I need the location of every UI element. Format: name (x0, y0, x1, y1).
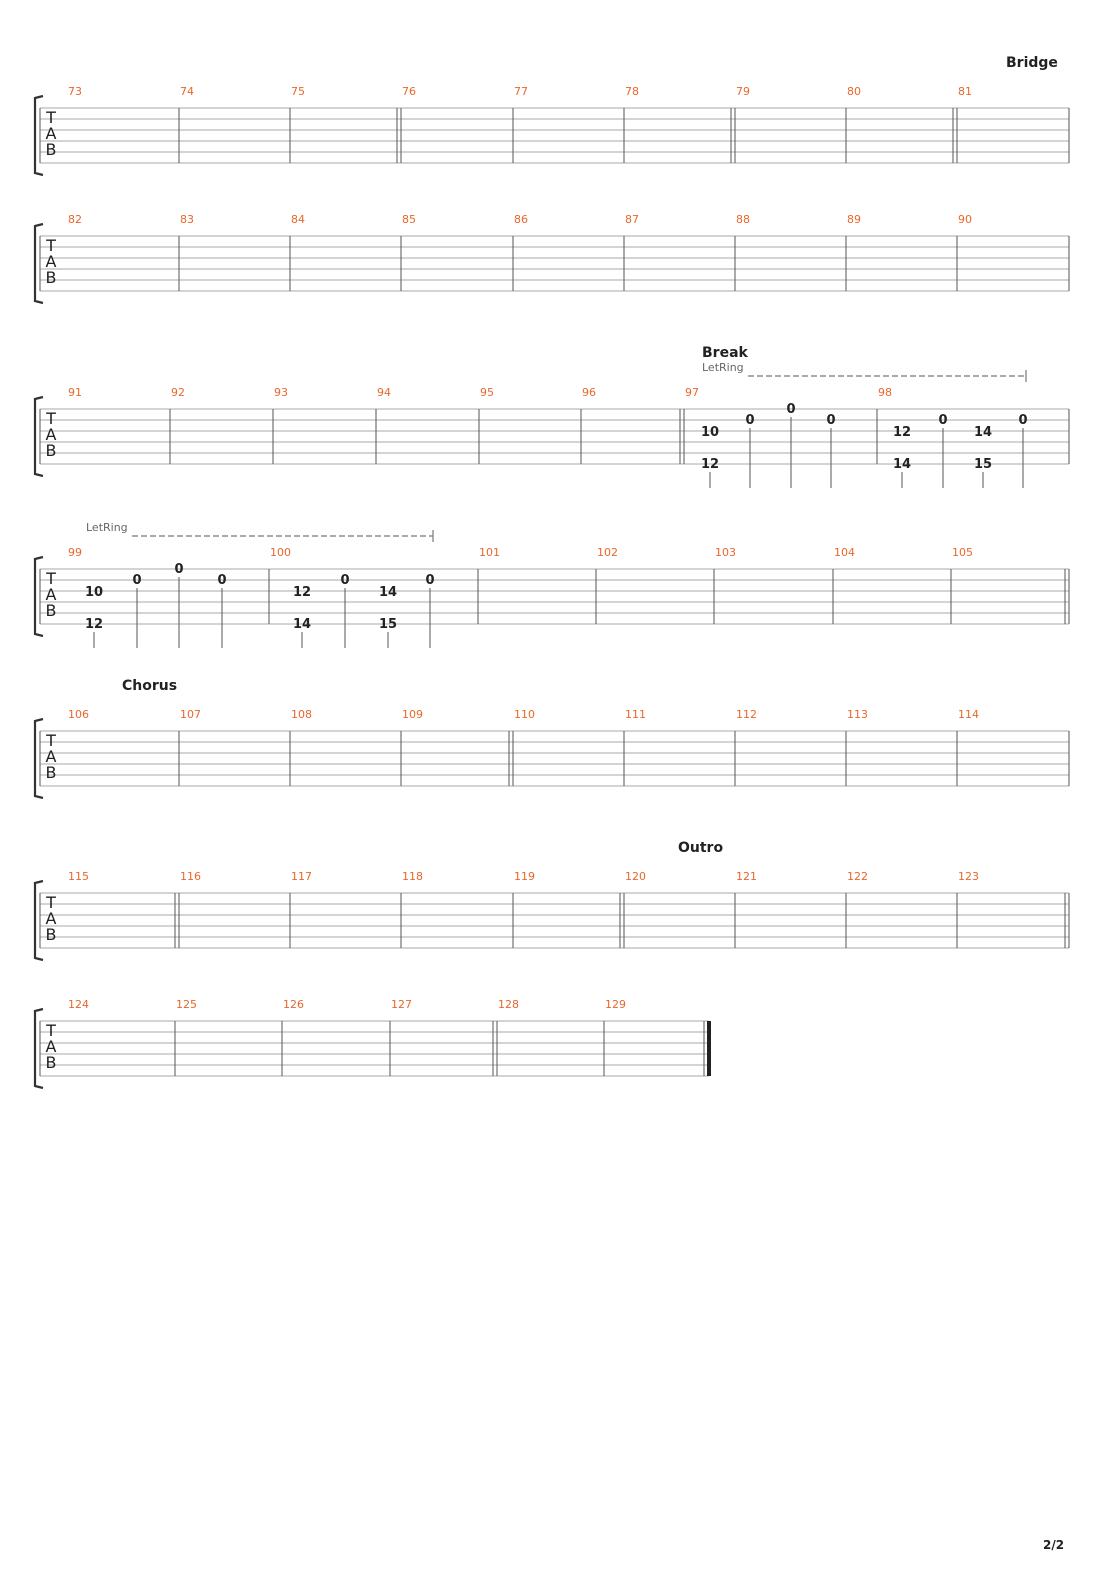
bar-number: 116 (180, 870, 201, 883)
fret-number: 0 (217, 573, 227, 588)
tab-clef-letter: B (45, 441, 57, 460)
fret-number: 15 (378, 617, 398, 632)
fret-number: 14 (892, 457, 912, 472)
tab-clef-letter: B (45, 268, 57, 287)
bar-number: 87 (625, 213, 639, 226)
bar-number: 113 (847, 708, 868, 721)
bar-number: 73 (68, 85, 82, 98)
section-label: Bridge (1006, 55, 1058, 71)
bar-number: 115 (68, 870, 89, 883)
section-label: Chorus (122, 678, 178, 694)
bar-number: 83 (180, 213, 194, 226)
bar-number: 108 (291, 708, 312, 721)
staff-system (35, 840, 1069, 960)
fret-number: 0 (938, 413, 948, 428)
bar-number: 78 (625, 85, 639, 98)
bar-number: 101 (479, 546, 500, 559)
bar-number: 107 (180, 708, 201, 721)
tab-clef-letter: B (45, 1053, 57, 1072)
staff-system (35, 213, 1069, 303)
tab-clef-letter: T (46, 893, 56, 912)
bar-number: 94 (377, 386, 391, 399)
section-label: Outro (678, 840, 724, 856)
bar-number: 114 (958, 708, 979, 721)
fret-number: 12 (892, 425, 912, 440)
bar-number: 125 (176, 998, 197, 1011)
bar-number: 110 (514, 708, 535, 721)
bar-number: 102 (597, 546, 618, 559)
tab-clef-letter: A (45, 124, 57, 143)
bar-number: 105 (952, 546, 973, 559)
bar-number: 99 (68, 546, 82, 559)
tab-clef-letter: B (45, 601, 57, 620)
section-label: Break (702, 345, 748, 361)
staff-system (35, 678, 1069, 798)
bar-number: 81 (958, 85, 972, 98)
fret-number: 0 (174, 562, 184, 577)
tab-clef-letter: A (45, 747, 57, 766)
bar-number: 111 (625, 708, 646, 721)
bar-number: 106 (68, 708, 89, 721)
bar-number: 85 (402, 213, 416, 226)
fret-number: 14 (292, 617, 312, 632)
fret-number: 0 (1018, 413, 1028, 428)
bar-number: 89 (847, 213, 861, 226)
bar-number: 90 (958, 213, 972, 226)
tab-clef-letter: A (45, 585, 57, 604)
fret-number: 10 (700, 425, 720, 440)
tab-clef-letter: T (46, 236, 56, 255)
fret-number: 0 (340, 573, 350, 588)
fret-number: 0 (826, 413, 836, 428)
staff-system (35, 345, 1069, 488)
bar-number: 97 (685, 386, 699, 399)
bar-number: 123 (958, 870, 979, 883)
tab-clef-letter: A (45, 1037, 57, 1056)
bar-number: 117 (291, 870, 312, 883)
fret-number: 0 (425, 573, 435, 588)
fret-number: 10 (84, 585, 104, 600)
bar-number: 119 (514, 870, 535, 883)
bar-number: 96 (582, 386, 596, 399)
tab-clef-letter: T (46, 409, 56, 428)
staff-system (35, 521, 1069, 648)
bar-number: 76 (402, 85, 416, 98)
bar-number: 112 (736, 708, 757, 721)
letring-label: LetRing (702, 361, 744, 374)
bar-number: 100 (270, 546, 291, 559)
letring-label: LetRing (86, 521, 128, 534)
tab-clef-letter: T (46, 731, 56, 750)
bar-number: 120 (625, 870, 646, 883)
bar-number: 74 (180, 85, 194, 98)
tab-clef-letter: A (45, 252, 57, 271)
fret-number: 0 (786, 402, 796, 417)
bar-number: 126 (283, 998, 304, 1011)
bar-number: 93 (274, 386, 288, 399)
tab-clef-letter: B (45, 140, 57, 159)
bar-number: 104 (834, 546, 855, 559)
fret-number: 0 (745, 413, 755, 428)
staff-system (35, 998, 711, 1088)
tab-clef-letter: B (45, 925, 57, 944)
bar-number: 98 (878, 386, 892, 399)
fret-number: 14 (973, 425, 993, 440)
bar-number: 103 (715, 546, 736, 559)
bar-number: 91 (68, 386, 82, 399)
bar-number: 82 (68, 213, 82, 226)
bar-number: 127 (391, 998, 412, 1011)
bar-number: 122 (847, 870, 868, 883)
page-number: 2/2 (1043, 1538, 1065, 1552)
bar-number: 128 (498, 998, 519, 1011)
bar-number: 86 (514, 213, 528, 226)
fret-number: 15 (973, 457, 993, 472)
fret-number: 14 (378, 585, 398, 600)
bar-number: 129 (605, 998, 626, 1011)
tab-clef-letter: T (46, 108, 56, 127)
bar-number: 84 (291, 213, 305, 226)
tab-clef-letter: A (45, 425, 57, 444)
bar-number: 109 (402, 708, 423, 721)
bar-number: 77 (514, 85, 528, 98)
bar-number: 75 (291, 85, 305, 98)
fret-number: 12 (700, 457, 720, 472)
tab-clef-letter: A (45, 909, 57, 928)
bar-number: 80 (847, 85, 861, 98)
bar-number: 124 (68, 998, 89, 1011)
fret-number: 12 (84, 617, 104, 632)
bar-number: 118 (402, 870, 423, 883)
tab-clef-letter: T (46, 1021, 56, 1040)
staff-system (35, 55, 1069, 175)
bar-number: 95 (480, 386, 494, 399)
bar-number: 79 (736, 85, 750, 98)
fret-number: 12 (292, 585, 312, 600)
fret-number: 0 (132, 573, 142, 588)
bar-number: 88 (736, 213, 750, 226)
bar-number: 121 (736, 870, 757, 883)
bar-number: 92 (171, 386, 185, 399)
tab-clef-letter: B (45, 763, 57, 782)
final-bar-thick (707, 1021, 711, 1076)
tab-clef-letter: T (46, 569, 56, 588)
